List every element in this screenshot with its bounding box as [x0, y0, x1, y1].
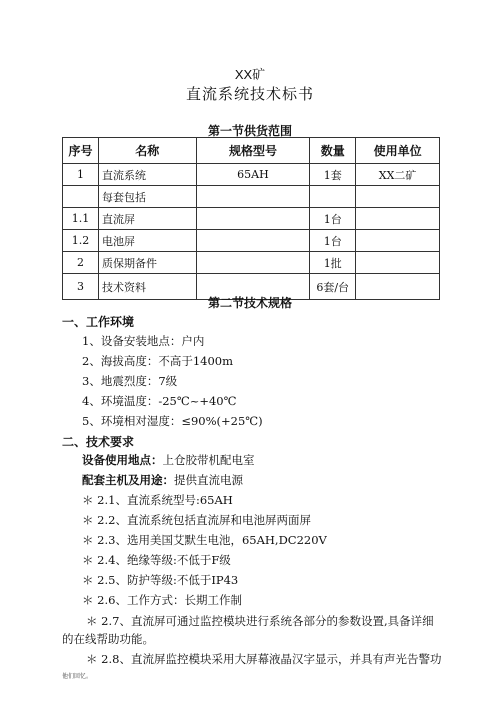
location-line [82, 452, 255, 468]
header-model: 规格型号 [196, 138, 310, 164]
table-header-row [63, 138, 440, 164]
cell-name: 每套包括 [98, 186, 196, 208]
table-row [63, 186, 440, 208]
env-item: 2、海拔高度：不高于1400m [82, 354, 233, 368]
cell-model [196, 208, 310, 230]
cell-qty: 1台 [310, 208, 356, 230]
header-name: 名称 [98, 138, 196, 164]
req-item: ＊ 2.3、选用美国艾默生电池，65AH,DC220V [82, 533, 327, 547]
req-item: ＊ 2.1、直流系统型号:65AH [82, 493, 233, 507]
cell-unit: XX二矿 [356, 164, 440, 186]
cell-name: 直流屏 [98, 208, 196, 230]
cell-seq: 1.1 [63, 208, 99, 230]
cell-seq: 1.2 [63, 230, 99, 252]
req-item: ＊ 2.6、工作方式：长期工作制 [82, 593, 242, 607]
document-title: 直流系统技术标书 [185, 85, 314, 103]
req-item: ＊ 2.2、直流系统包括直流屏和电池屏两面屏 [82, 513, 311, 527]
purpose-line [82, 472, 243, 488]
cell-unit [356, 230, 440, 252]
req-heading: 二、技术要求 [62, 435, 135, 449]
req-item: ＊ 2.4、绝缘等级:不低于F级 [82, 553, 231, 567]
cell-seq: 1 [63, 164, 99, 186]
table-row [63, 252, 440, 274]
cell-model [196, 230, 310, 252]
env-heading: 一、工作环境 [62, 315, 135, 329]
header-qty: 数量 [310, 138, 356, 164]
cell-name: 技术资料 [98, 274, 196, 300]
mine-name: XX矿 [234, 67, 266, 82]
purpose-label: 配套主机及用途： [82, 473, 174, 487]
header-seq: 序号 [63, 138, 99, 164]
cell-qty [310, 186, 356, 208]
table-row [63, 208, 440, 230]
cell-qty: 1批 [310, 252, 356, 274]
cell-model: 65AH [196, 164, 310, 186]
cell-name: 电池屏 [98, 230, 196, 252]
cell-unit [356, 252, 440, 274]
cell-model [196, 186, 310, 208]
table-row [63, 164, 440, 186]
purpose-value: 提供直流电源 [174, 473, 243, 487]
env-item: 5、环境相对湿度：≤90%(+25℃) [82, 414, 263, 428]
cell-seq: 2 [63, 252, 99, 274]
env-item: 1、设备安装地点：户内 [82, 334, 205, 348]
cell-name: 质保期备件 [98, 252, 196, 274]
table-row [63, 230, 440, 252]
cell-seq: 3 [63, 274, 99, 300]
footer-note: 他们回忆。 [62, 673, 93, 680]
cell-qty: 1台 [310, 230, 356, 252]
cell-model [196, 252, 310, 274]
req-paragraph-2-8: ＊ 2.8、直流屏监控模块采用大屏幕液晶汉字显示，并具有声光告警功 [86, 652, 442, 666]
header-unit: 使用单位 [356, 138, 440, 164]
cell-unit [356, 186, 440, 208]
cell-unit [356, 208, 440, 230]
req-paragraph-2-7: ＊ 2.7、直流屏可通过监控模块进行系统各部分的参数设置,具备详细的在线帮助功能。 [62, 614, 434, 646]
cell-qty: 1套 [310, 164, 356, 186]
req-item: ＊ 2.5、防护等级:不低于IP43 [82, 573, 239, 587]
location-value: 上仓胶带机配电室 [162, 453, 255, 467]
cell-name: 直流系统 [98, 164, 196, 186]
cell-seq [63, 186, 99, 208]
cell-qty: 6套/台 [310, 274, 356, 300]
section1-title: 第一节供货范围 [207, 124, 292, 138]
env-item: 3、地震烈度：7级 [82, 374, 178, 388]
section2-title: 第二节技术规格 [207, 296, 292, 310]
supply-scope-table [62, 137, 440, 300]
location-label: 设备使用地点： [82, 453, 163, 467]
env-item: 4、环境温度：-25℃~+40℃ [82, 394, 237, 408]
